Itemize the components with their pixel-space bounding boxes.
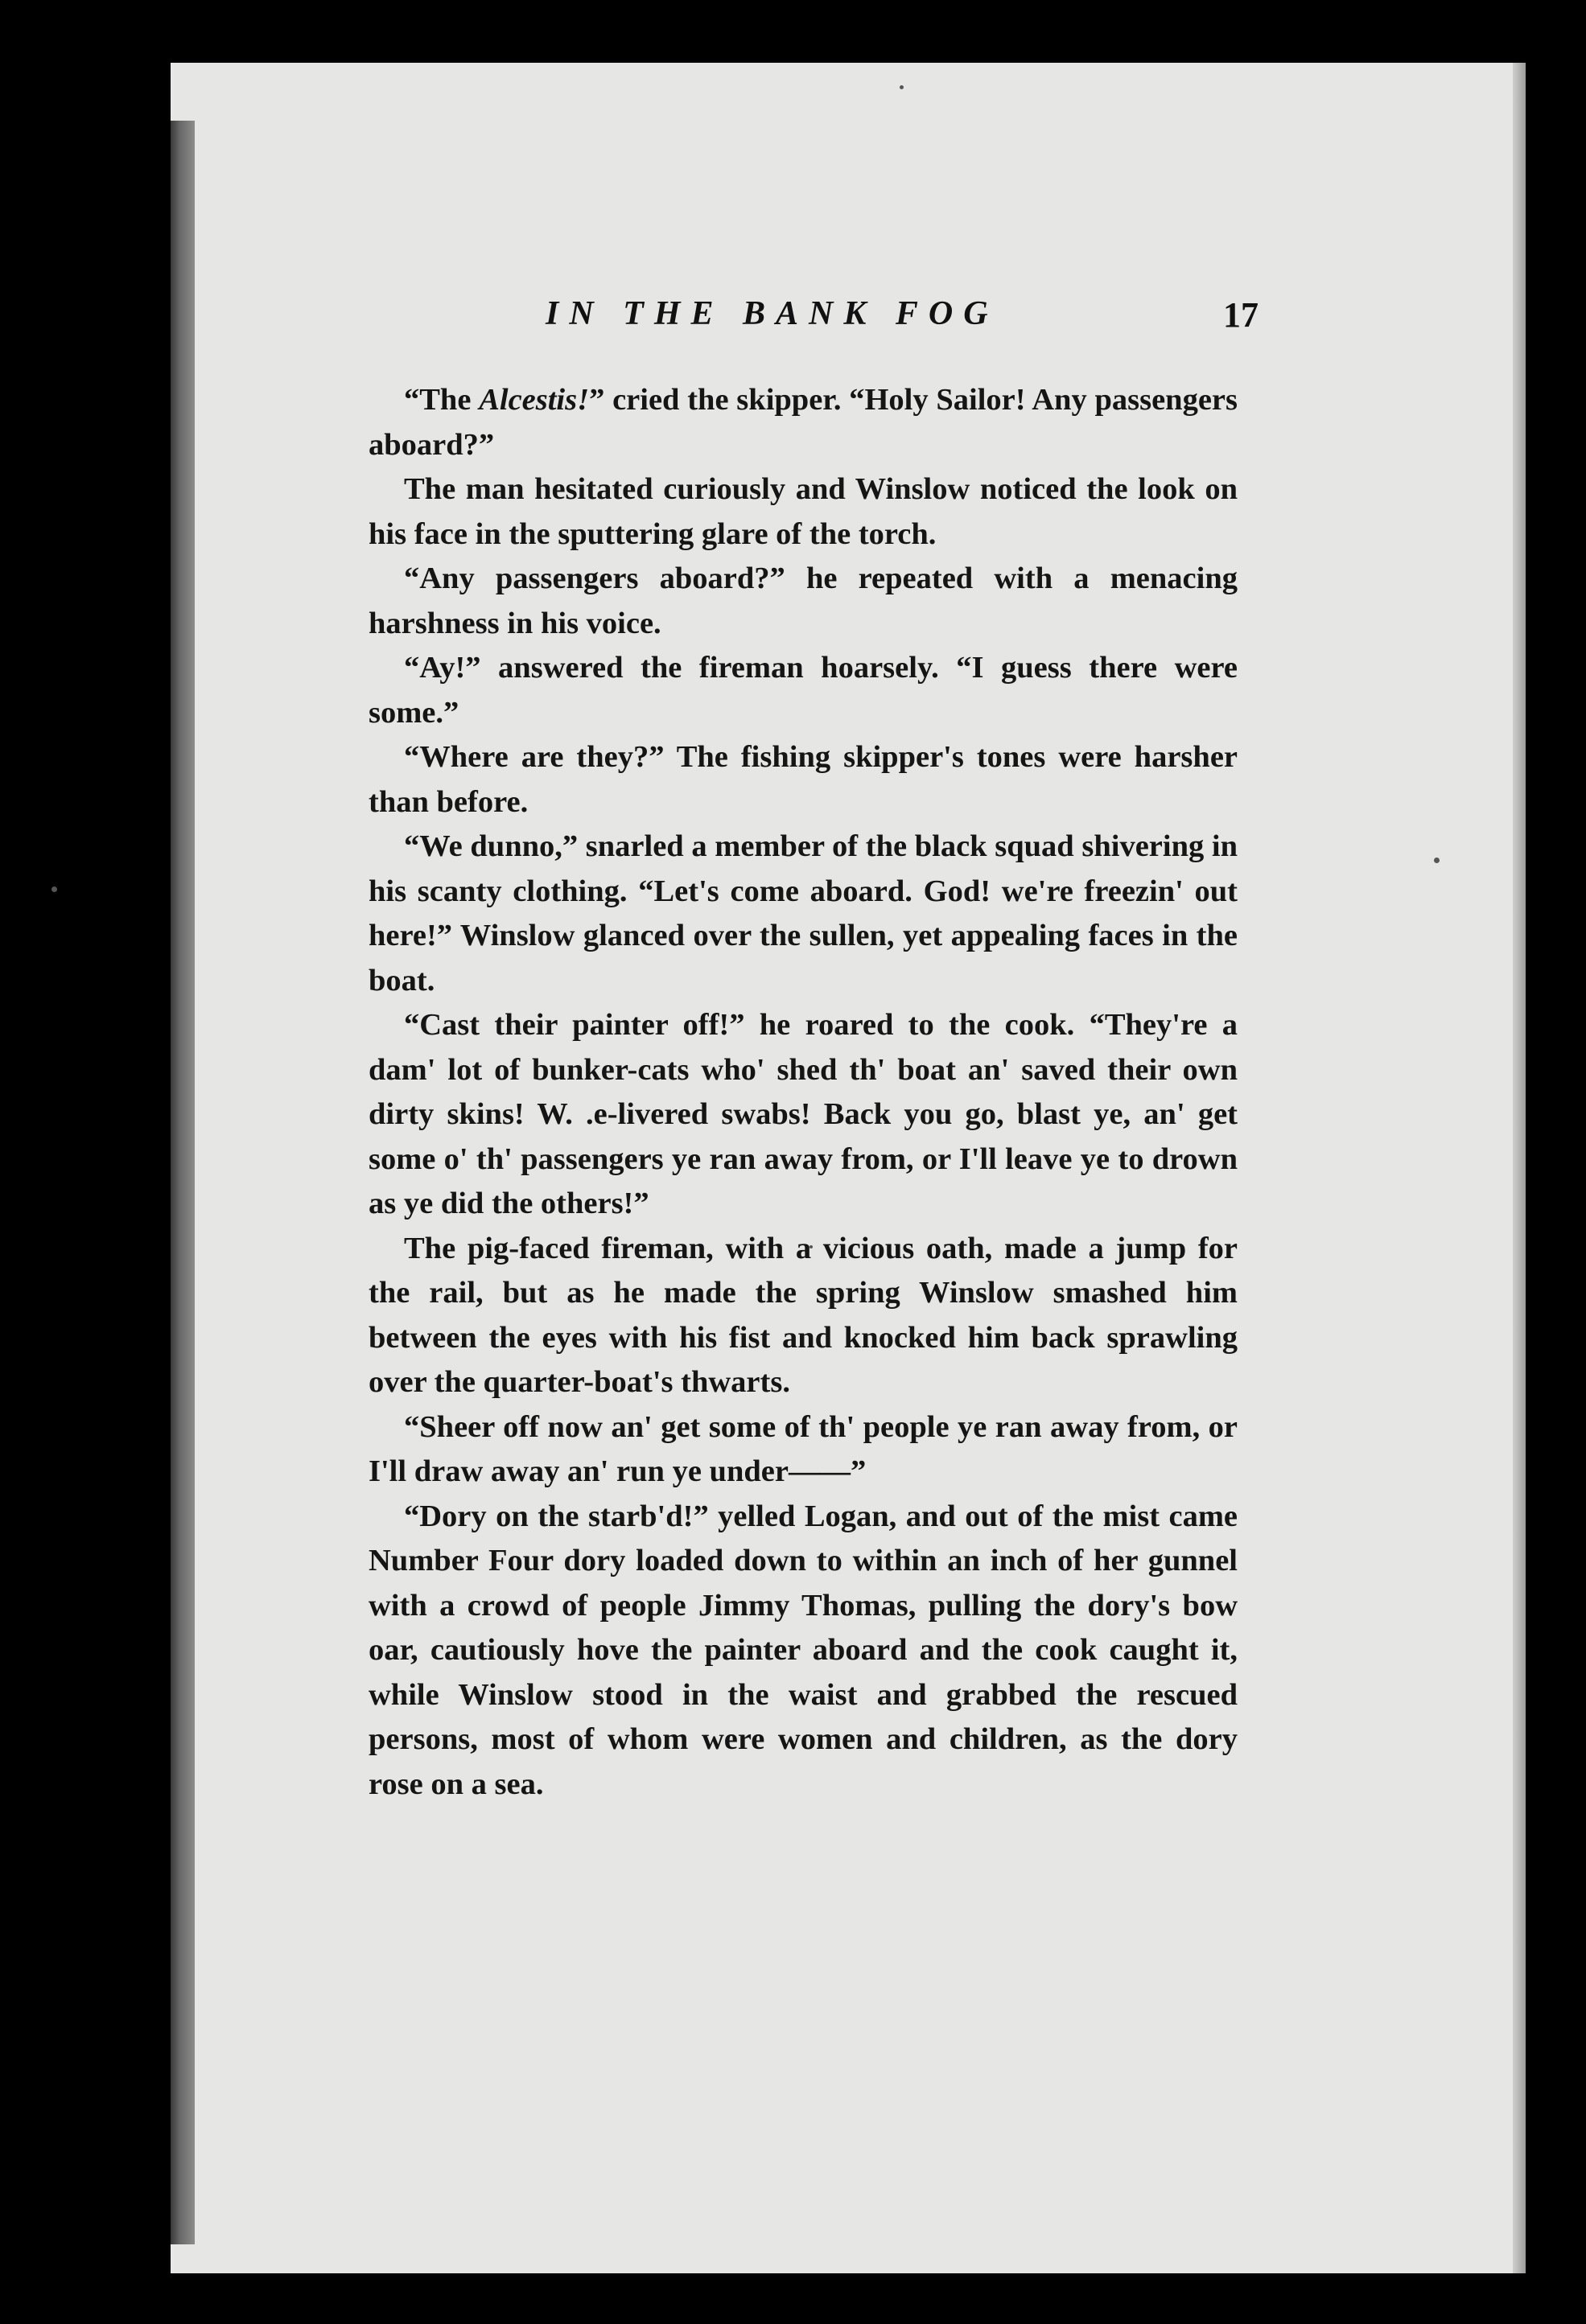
paragraph: “Cast their painter off!” he roared to the cook. “They're a dam' lot of bunker-cats who' shed th' boat an' saved their own dirty skins! W. .e-livered swabs! Back you go, blast ye, an' get some o' th' passengers ye ran away from, or I'll leave ye to drown as ye did the others!” [369,1008,1238,1220]
paragraph: “Sheer off now an' get some of th' people ye ran away from, or I'll draw away an' run ye under——” [369,1409,1238,1488]
paragraph: The man hesitated curiously and Winslow noticed the look on his face in the sputtering glare of the torch. [369,472,1238,551]
paragraph: “Ay!” answered the fireman hoarsely. “I guess there were some.” [369,651,1238,730]
running-title: IN THE BANK FOG [546,295,999,332]
page-binding-shadow [171,121,195,2244]
paragraph: “We dunno,” snarled a member of the black squad shivering in his scanty clothing. “Let's come aboard. God! we're freezin' out here!” Winslow glanced over the sullen, yet appealing faces in the boat. [369,829,1238,997]
paragraph: “Where are they?” The fishing skipper's tones were harsher than before. [369,740,1238,819]
running-head [546,294,1259,343]
paragraph: “Any passengers aboard?” he repeated with a menacing harshness in his voice. [369,561,1238,640]
paragraph-text: ” cried the skipper. “Holy Sailor! Any passengers aboard?” [369,383,1238,462]
paragraph: “Dory on the starb'd!” yelled Logan, and out of the mist came Number Four dory loaded down to within an inch of her gunnel with a crowd of people Jimmy Thomas, pulling the dory's bow oar, cautiously hove the painter aboard and the cook caught it, while Winslow stood in the waist and grabbed the rescued persons, most of whom were women and children, as the dory rose on a sea. [369,1499,1238,1801]
body-text [369,378,1238,1807]
page-edge [1513,63,1526,2273]
paragraph: The pig-faced fireman, with a vicious oath, made a jump for the rail, but as he made the spring Winslow smashed him between the eyes with his fist and knocked him back sprawling over the quarter-boat's thwarts. [369,1231,1238,1399]
paper-speck [51,886,57,892]
paragraph-text: “The [404,383,480,417]
ship-name: Alcestis! [479,383,590,417]
page-number: 17 [1223,295,1259,335]
paper-speck [900,85,904,89]
paragraph [369,378,1238,467]
paper-speck [1434,858,1440,863]
